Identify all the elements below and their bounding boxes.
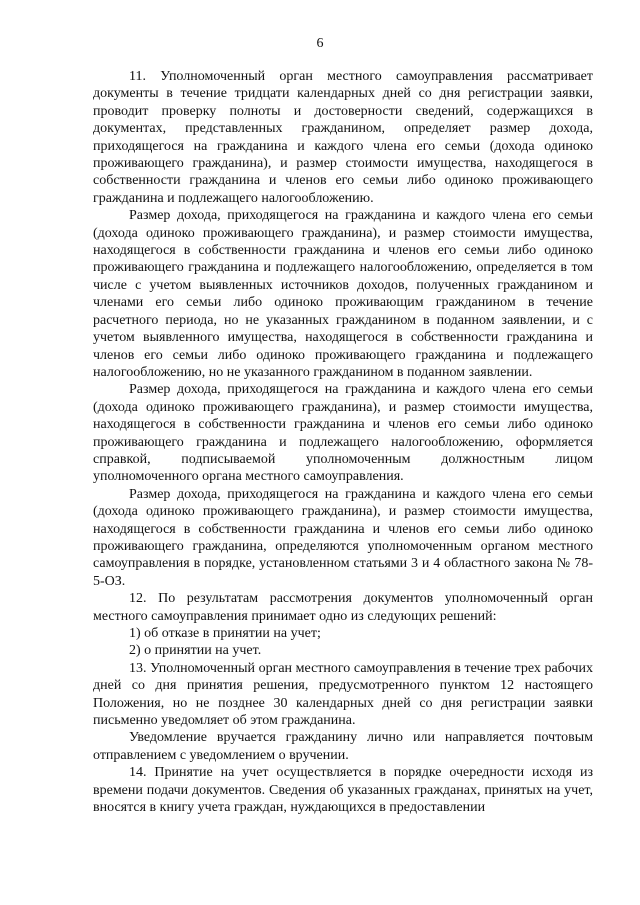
paragraph-11: 11. Уполномоченный орган местного самоуправления рассматривает документы в течение тридцати календарных дней со дня регистрации заявки, проводит проверку полноты и достоверности сведений, содержащихся в документах, представленных гражданином, определяет размер дохода, приходящегося на гражданина и каждого члена его семьи (дохода одиноко проживающего гражданина), и размер стоимости имущества, находящегося в собственности гражданина и членов его семьи либо одиноко проживающего гражданина и подлежащего налогообложению. bbox=[93, 69, 593, 206]
document-body bbox=[93, 68, 593, 816]
paragraph-income-calculation: Размер дохода, приходящегося на гражданина и каждого члена его семьи (дохода одиноко проживающего гражданина), и размер стоимости имущества, находящегося в собственности гражданина и членов его семьи либо одиноко проживающего гражданина и подлежащего налогообложению, определяется в том числе с учетом выявленных источников доходов, полученных гражданином и членами его семьи либо одиноко проживающим гражданином в течение расчетного периода, но не указанных гражданином в поданном заявлении, и с учетом выявленного имущества, находящегося в собственности гражданина и членов его семьи либо одиноко проживающего гражданина и подлежащего налогообложению, но не указанного гражданином в поданном заявлении. bbox=[93, 208, 593, 380]
list-item-acceptance: 2) о принятии на учет. bbox=[129, 643, 262, 659]
page-number: 6 bbox=[316, 36, 324, 51]
paragraph-12: 12. По результатам рассмотрения документов уполномоченный орган местного самоуправления принимает одно из следующих решений: bbox=[93, 591, 593, 624]
paragraph-13: 13. Уполномоченный орган местного самоуправления в течение трех рабочих дней со дня принятия решения, предусмотренного пунктом 12 настоящего Положения, но не позднее 30 календарных дней со дня регистрации заявки письменно уведомляет об этом гражданина. bbox=[93, 660, 593, 729]
paragraph-income-certificate: Размер дохода, приходящегося на гражданина и каждого члена его семьи (дохода одиноко проживающего гражданина), и размер стоимости имущества, находящегося в собственности гражданина и членов его семьи либо одиноко проживающего гражданина и подлежащего налогообложению, оформляется справкой, подписываемой уполномоченным должностным лицом уполномоченного органа местного самоуправления. bbox=[93, 382, 593, 485]
list-item-refusal: 1) об отказе в принятии на учет; bbox=[129, 626, 321, 641]
paragraph-notification: Уведомление вручается гражданину лично или направляется почтовым отправлением с уведомлением о вручении. bbox=[93, 730, 593, 763]
paragraph-14: 14. Принятие на учет осуществляется в порядке очередности исходя из времени подачи документов. Сведения об указанных гражданах, принятых на учет, вносятся в книгу учета граждан, нуждающихся в предоставлении bbox=[93, 765, 593, 816]
paragraph-income-law: Размер дохода, приходящегося на гражданина и каждого члена его семьи (дохода одиноко проживающего гражданина), и размер стоимости имущества, находящегося в собственности гражданина и членов его семьи либо одиноко проживающего гражданина, определяются уполномоченным органом местного самоуправления в порядке, установленном статьями 3 и 4 областного закона № 78-5-ОЗ. bbox=[93, 486, 593, 589]
